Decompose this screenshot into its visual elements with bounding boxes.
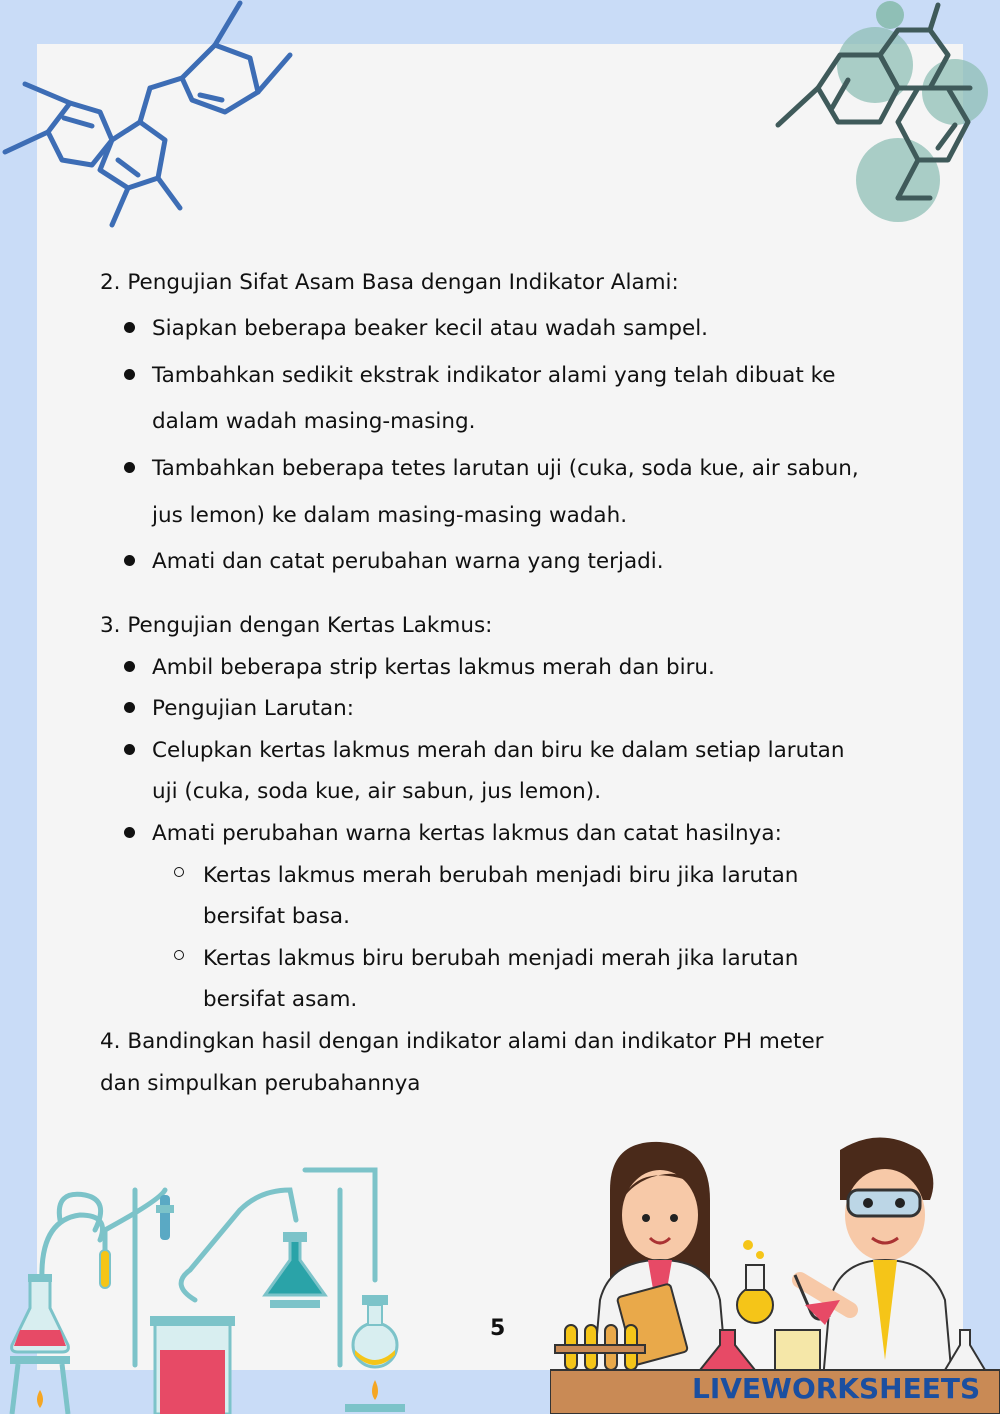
bullet-icon <box>124 661 135 672</box>
lab-equipment-illustration <box>0 1160 420 1414</box>
section-2-item-1: Siapkan beberapa beaker kecil atau wadah sampel. <box>152 316 709 341</box>
section-2-item-3-line-1: Tambahkan beberapa tetes larutan uji (cuka, soda kue, air sabun, <box>152 456 859 481</box>
section-3-item-3-line-2: uji (cuka, soda kue, air sabun, jus lemon). <box>152 779 602 804</box>
section-3-item-1: Ambil beberapa strip kertas lakmus merah dan biru. <box>152 655 715 680</box>
molecule-right-illustration <box>770 0 1000 230</box>
section-3-subitem-2-line-1: Kertas lakmus biru berubah menjadi merah jika larutan <box>203 946 799 971</box>
section-2-item-3-line-2: jus lemon) ke dalam masing-masing wadah. <box>152 503 628 528</box>
section-2-item-2-line-1: Tambahkan sedikit ekstrak indikator alami yang telah dibuat ke <box>152 363 836 388</box>
molecule-left-illustration <box>0 0 310 230</box>
section-4-line-1: 4. Bandingkan hasil dengan indikator alami dan indikator PH meter <box>100 1029 824 1054</box>
page-number: 5 <box>490 1316 506 1341</box>
section-3-item-2: Pengujian Larutan: <box>152 696 355 721</box>
watermark-text: LIVEWORKSHEETS <box>692 1372 981 1405</box>
section-3-heading: 3. Pengujian dengan Kertas Lakmus: <box>100 613 493 638</box>
bullet-icon <box>124 369 135 380</box>
section-4-line-2: dan simpulkan perubahannya <box>100 1071 421 1096</box>
section-2-heading: 2. Pengujian Sifat Asam Basa dengan Indikator Alami: <box>100 270 679 295</box>
section-3-item-4: Amati perubahan warna kertas lakmus dan catat hasilnya: <box>152 821 782 846</box>
bullet-icon <box>124 827 135 838</box>
section-2-item-4: Amati dan catat perubahan warna yang terjadi. <box>152 549 664 574</box>
section-2-item-2-line-2: dalam wadah masing-masing. <box>152 409 476 434</box>
hollow-bullet-icon <box>174 950 184 960</box>
section-3-item-3-line-1: Celupkan kertas lakmus merah dan biru ke dalam setiap larutan <box>152 738 845 763</box>
bullet-icon <box>124 744 135 755</box>
hollow-bullet-icon <box>174 867 184 877</box>
bullet-icon <box>124 322 135 333</box>
section-3-subitem-2-line-2: bersifat asam. <box>203 987 358 1012</box>
bullet-icon <box>124 702 135 713</box>
bullet-icon <box>124 462 135 473</box>
section-3-subitem-1-line-1: Kertas lakmus merah berubah menjadi biru jika larutan <box>203 863 799 888</box>
bullet-icon <box>124 555 135 566</box>
section-3-subitem-1-line-2: bersifat basa. <box>203 904 350 929</box>
